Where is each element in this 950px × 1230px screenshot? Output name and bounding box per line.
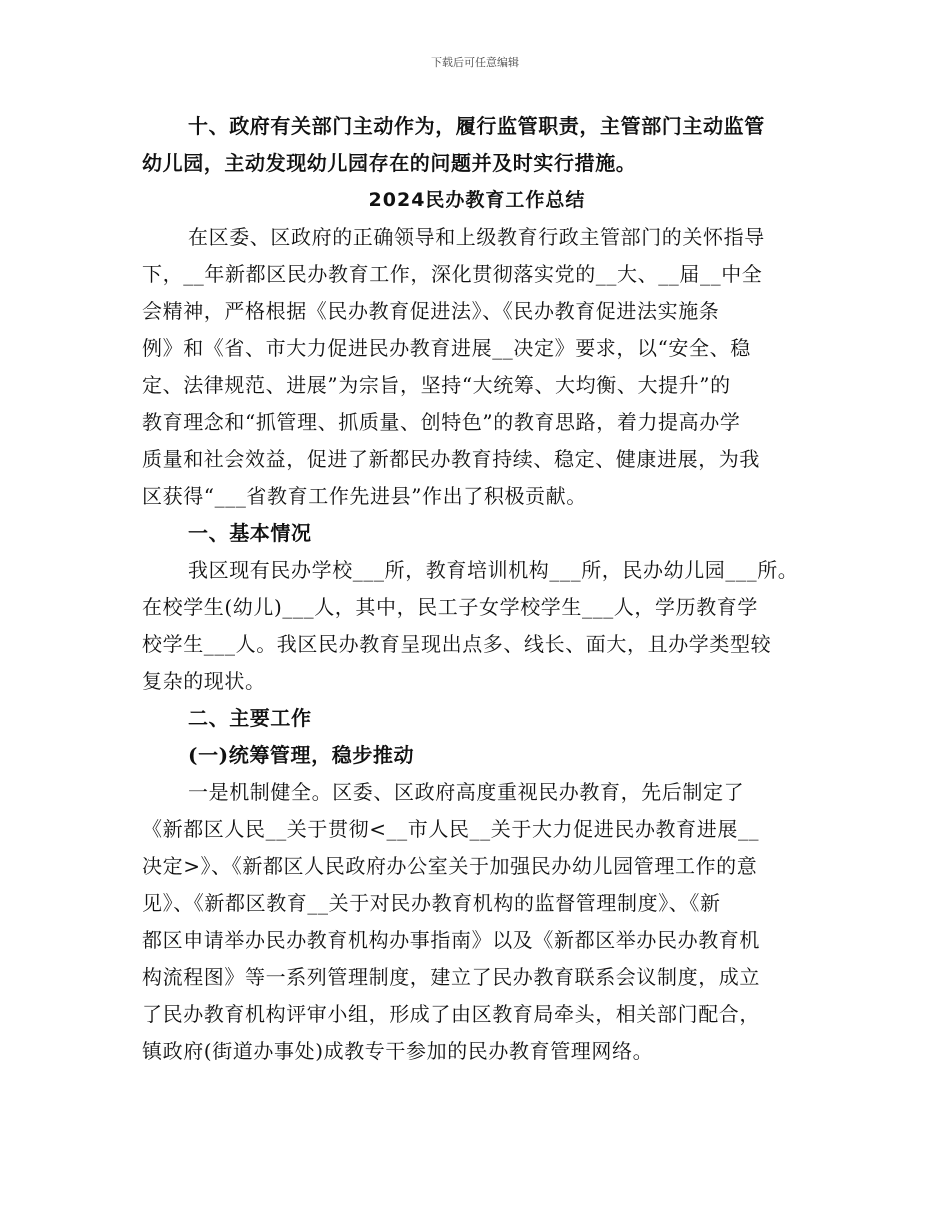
- paragraph-line: 构流程图》等一系列管理制度，建立了民办教育联系会议制度，成立: [142, 965, 760, 989]
- paragraph-line: 一是机制健全。区委、区政府高度重视民办教育，先后制定了: [188, 780, 745, 804]
- paragraph-line: 我区现有民办学校___所，教育培训机构___所，民办幼儿园___所。: [188, 558, 799, 582]
- paragraph-line: 校学生___人。我区民办教育呈现出点多、线长、面大，且办学类型较: [142, 632, 772, 656]
- paragraph-line: 区获得“___省教育工作先进县”作出了积极贡献。: [142, 484, 587, 508]
- paragraph-line: 复杂的现状。: [142, 669, 266, 693]
- section-heading-line: 幼儿园，主动发现幼儿园存在的问题并及时实行措施。: [142, 151, 637, 175]
- paragraph-line: 决定>》、《新都区人民政府办公室关于加强民办幼儿园管理工作的意: [142, 854, 758, 878]
- document-body: [142, 108, 812, 1070]
- paragraph-line: 镇政府(街道办事处)成教专干参加的民办教育管理网络。: [142, 1039, 654, 1063]
- paragraph-line: 了民办教育机构评审小组，形成了由区教育局牵头，相关部门配合，: [142, 1002, 760, 1026]
- page-header-note: 下载后可任意编辑: [431, 56, 519, 69]
- paragraph-line: 在区委、区政府的正确领导和上级教育行政主管部门的关怀指导: [188, 225, 765, 249]
- paragraph-line: 定、法律规范、进展”为宗旨，坚持“大统筹、大均衡、大提升”的: [142, 373, 731, 397]
- section-heading-line: 二、主要工作: [188, 706, 312, 730]
- section-heading-line: (一)统筹管理，稳步推动: [188, 743, 415, 767]
- paragraph-line: 都区申请举办民办教育机构办事指南》以及《新都区举办民办教育机: [142, 928, 760, 952]
- paragraph-line: 例》和《省、市大力促进民办教育进展__决定》要求，以“安全、稳: [142, 336, 751, 360]
- document-title: 2024民办教育工作总结: [368, 189, 586, 211]
- section-heading-line: 一、基本情况: [188, 521, 312, 545]
- section-heading-line: 十、政府有关部门主动作为，履行监管职责，主管部门主动监管: [188, 114, 765, 138]
- paragraph-line: 见》、《新都区教育__关于对民办教育机构的监督管理制度》、《新: [142, 891, 721, 915]
- paragraph-line: 质量和社会效益，促进了新都民办教育持续、稳定、健康进展，为我: [142, 447, 760, 471]
- paragraph-line: 教育理念和“抓管理、抓质量、创特色”的教育思路，着力提高办学: [142, 410, 741, 434]
- paragraph-line: 在校学生(幼儿)___人，其中，民工子女学校学生___人，学历教育学: [142, 595, 759, 619]
- paragraph-line: 会精神，严格根据《民办教育促进法》、《民办教育促进法实施条: [142, 299, 720, 323]
- paragraph-line: 下，__年新都区民办教育工作，深化贯彻落实党的__大、__届__中全: [142, 262, 763, 286]
- paragraph-line: 《新都区人民__关于贯彻<__市人民__关于大力促进民办教育进展__: [142, 817, 760, 841]
